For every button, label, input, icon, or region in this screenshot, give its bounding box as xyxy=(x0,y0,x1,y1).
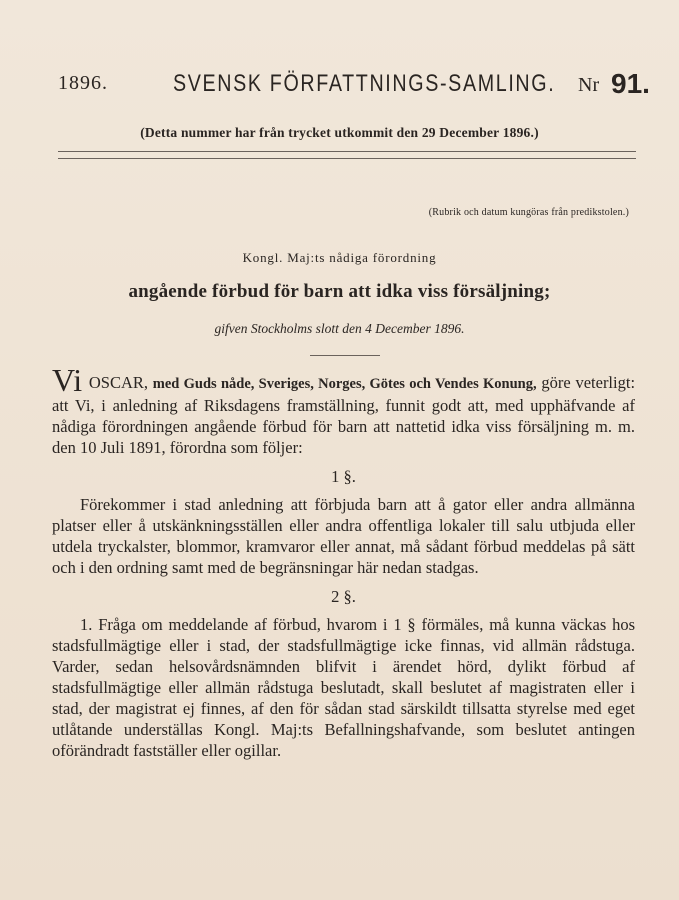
double-rule-divider xyxy=(58,151,636,159)
issue-number: 91. xyxy=(611,68,650,99)
issue-note: (Detta nummer har från trycket utkommit den 29 December 1896.) xyxy=(140,125,539,140)
section-1-text: Förekommer i stad anledning att förbjuda barn att å gator eller andra allmänna platser eller å utskänkningsställen eller andra offentliga lokaler till salu utbjuda eller utdela tryckalster, blommor, kramvaror eller annat, må sådant förbud meddelas på sätt och i den ordning samt med de begränsningar här nedan stadgas. xyxy=(52,495,635,577)
drop-initials: Vi xyxy=(52,362,83,398)
masthead xyxy=(58,66,650,106)
section-2-heading: 2 §. xyxy=(331,587,356,606)
ordinance-title: angående förbud för barn att idka viss försäljning; xyxy=(128,281,551,302)
section-1-heading: 1 §. xyxy=(331,467,356,486)
royal-title: med Guds nåde, Sveriges, Norges, Götes och Vendes Konung, xyxy=(152,376,537,392)
ordinance-heading: Kongl. Maj:ts nådiga förordning xyxy=(242,250,437,265)
series-title: SVENSK FÖRFATTNINGS-SAMLING. xyxy=(173,70,556,97)
issued-line: gifven Stockholms slott den 4 December 1896. xyxy=(214,321,465,336)
king-name: OSCAR, xyxy=(88,373,149,392)
year: 1896. xyxy=(58,72,108,94)
number-label: Nr xyxy=(578,74,600,96)
opening-text: göre veterligt: att Vi, i anledning af Riksdagens framställning, funnit godt att, med upphäfvande af nådiga förordningen angående förbud för barn att nattetid idka viss försäljning m. m. den 10 Juli 1891, förordna som följer: xyxy=(52,373,636,457)
ordinance-body xyxy=(52,362,636,761)
opening-paragraph xyxy=(52,362,636,458)
rubric-note: (Rubrik och datum kungöras från predikstolen.) xyxy=(428,207,629,218)
section-2-text: 1. Fråga om meddelande af förbud, hvarom i 1 § förmäles, må kunna väckas hos stadsfullmägtige eller i stad, der stadsfullmägtige icke finnas, vid allmän rådstuga. Varder, sedan helsovårdsnämnden blifvit i ärendet hörd, dylikt förbud af stadsfullmägtige eller allmän rådstuga beslutadt, skall beslutet af magistraten eller i stad, der magistrat ej finnes, af den för sådan stad särskildt tillsatta styrelse med eget utlåtande underställas Kongl. Maj:ts Befallningshafvande, som beslutet antingen oförändradt fastställer eller ogillar. xyxy=(52,615,635,760)
short-rule-divider xyxy=(310,355,380,356)
